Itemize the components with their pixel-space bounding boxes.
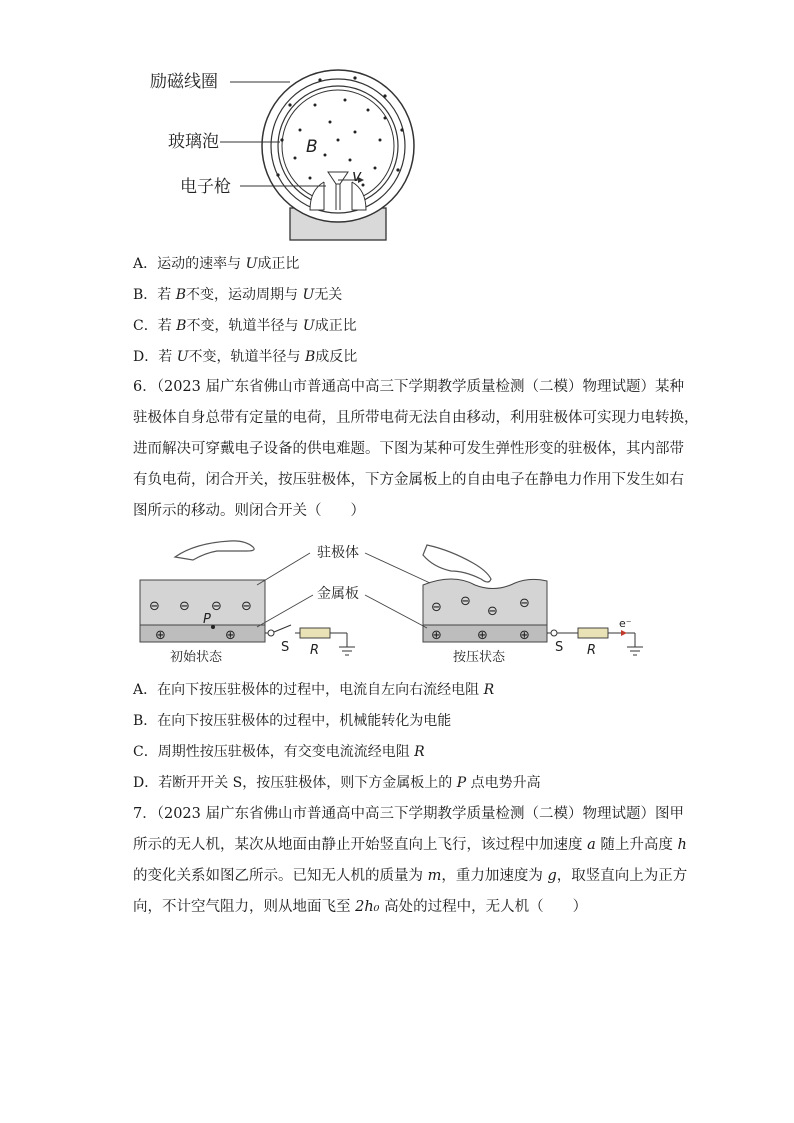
figure-electret: [135, 535, 655, 670]
q5-option-c[interactable]: C．若 B不变，轨道半径与 U成正比: [133, 318, 357, 334]
q6-option-c[interactable]: C．周期性按压驻极体，有交变电流流经电阻 R: [133, 744, 425, 760]
label-S: S: [555, 640, 564, 655]
plus-charge: ⊕: [225, 628, 236, 643]
label-bulb: 玻璃泡: [168, 132, 219, 152]
minus-charge: ⊖: [487, 604, 498, 619]
q7-line: 向，不计空气阻力，则从地面飞至 2h₀ 高处的过程中，无人机（ ）: [133, 899, 588, 915]
q5-option-d[interactable]: D．若 U不变，轨道半径与 B成反比: [133, 349, 358, 365]
minus-charge: ⊖: [241, 599, 252, 614]
minus-charge: ⊖: [149, 599, 160, 614]
plus-charge: ⊕: [431, 628, 442, 643]
q6-option-a[interactable]: A．在向下按压驻极体的过程中，电流自左向右流经电阻 R: [133, 682, 495, 698]
q5-option-b[interactable]: B．若 B不变，运动周期与 U无关: [133, 287, 343, 303]
label-v: v: [352, 166, 362, 185]
label-B: B: [306, 137, 318, 157]
plus-charge: ⊕: [155, 628, 166, 643]
minus-charge: ⊖: [211, 599, 222, 614]
label-electron: e⁻: [619, 617, 632, 630]
label-electret: 驻极体: [317, 545, 359, 561]
q7-line: 7．（2023 届广东省佛山市普通高中高三下学期教学质量检测（二模）物理试题）图甲: [133, 806, 684, 822]
label-S: S: [281, 640, 290, 655]
plus-charge: ⊕: [519, 628, 530, 643]
q6-line: 6．（2023 届广东省佛山市普通高中高三下学期教学质量检测（二模）物理试题）某种: [133, 379, 684, 395]
label-gun: 电子枪: [180, 177, 231, 197]
label-pressed: 按压状态: [453, 650, 506, 665]
figure-electron-tube: [140, 60, 430, 245]
q6-line: 图所示的移动。则闭合开关（ ）: [133, 503, 365, 519]
q7-line: 所示的无人机，某次从地面由静止开始竖直向上飞行，该过程中加速度 a 随上升高度 h: [133, 837, 687, 853]
plus-charge: ⊕: [477, 628, 488, 643]
q6-line: 进而解决可穿戴电子设备的供电难题。下图为某种可发生弹性形变的驻极体，其内部带: [133, 441, 684, 457]
q5-option-a[interactable]: A．运动的速率与 U成正比: [133, 256, 300, 272]
minus-charge: ⊖: [431, 600, 442, 615]
minus-charge: ⊖: [179, 599, 190, 614]
label-R: R: [587, 643, 597, 658]
label-coil: 励磁线圈: [150, 72, 218, 92]
q7-line: 的变化关系如图乙所示。已知无人机的质量为 m，重力加速度为 g，取竖直向上为正方: [133, 868, 688, 884]
q6-option-b[interactable]: B．在向下按压驻极体的过程中，机械能转化为电能: [133, 713, 452, 729]
label-initial: 初始状态: [170, 650, 223, 665]
q6-line: 驻极体自身总带有定量的电荷，且所带电荷无法自由移动，利用驻极体可实现力电转换，: [133, 410, 699, 426]
label-R: R: [310, 643, 320, 658]
q6-option-d[interactable]: D．若断开开关 S，按压驻极体，则下方金属板上的 P 点电势升高: [133, 775, 541, 791]
minus-charge: ⊖: [460, 594, 471, 609]
q6-stem: [133, 372, 699, 527]
minus-charge: ⊖: [519, 596, 530, 611]
q7-stem: [133, 799, 688, 923]
q6-line: 有负电荷，闭合开关，按压驻极体，下方金属板上的自由电子在静电力作用下发生如右: [133, 472, 684, 488]
label-P: P: [203, 612, 211, 627]
label-metal-plate: 金属板: [317, 586, 359, 602]
